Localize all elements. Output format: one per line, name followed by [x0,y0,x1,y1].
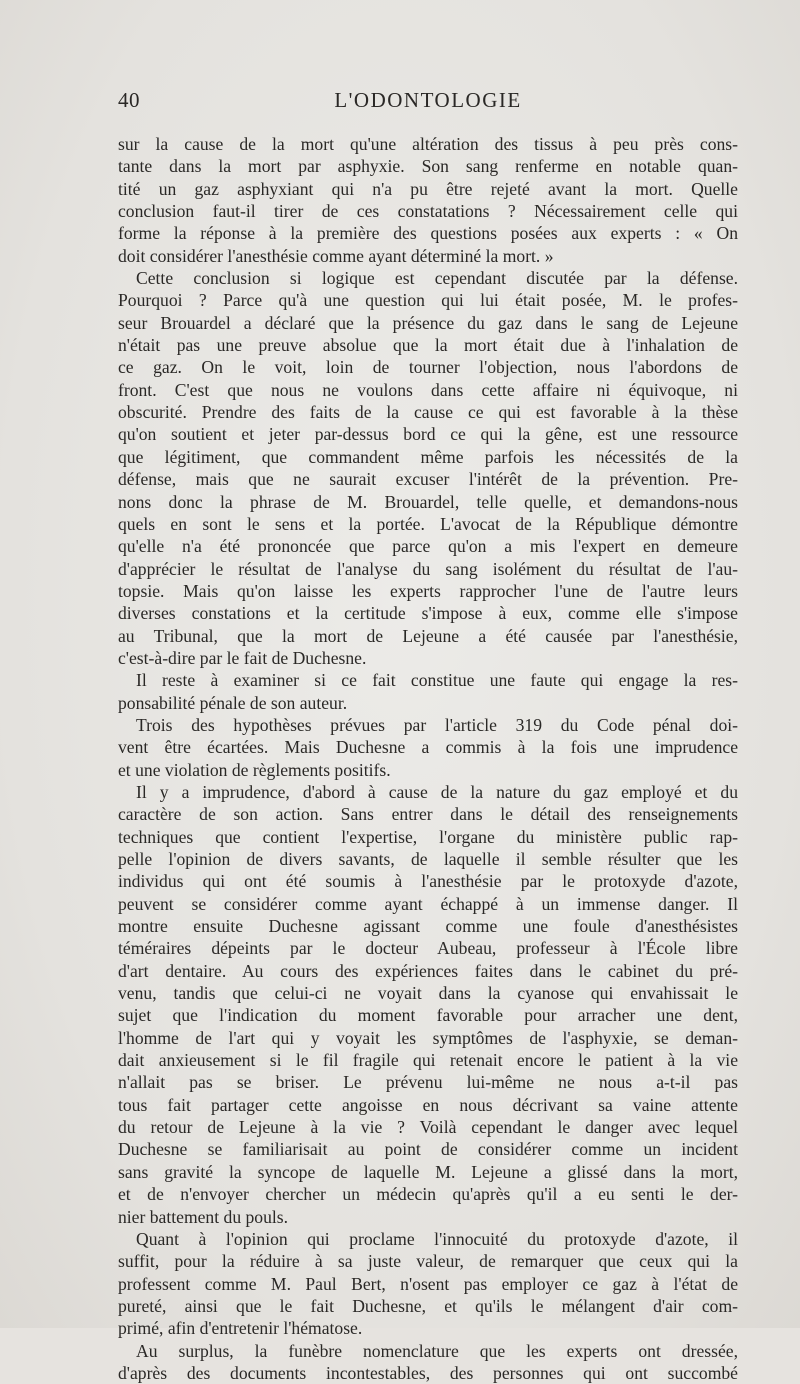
text-line: dait anxieusement si le fil fragile qui retenait encore le patient à la vie [118,1050,738,1071]
paragraph [118,714,738,781]
paragraph [118,1340,738,1384]
text-line: tante dans la mort par asphyxie. Son sang renferme en notable quan- [118,156,738,177]
text-line: forme la réponse à la première des questions posées aux experts : « On [118,223,738,244]
text-line: Trois des hypothèses prévues par l'article 319 du Code pénal doi- [136,714,738,735]
text-line: conclusion faut-il tirer de ces constatations ? Nécessairement celle qui [118,201,738,222]
text-line: Il reste à examiner si ce fait constitue une faute qui engage la res- [136,670,738,691]
text-line: Quant à l'opinion qui proclame l'innocuité du protoxyde d'azote, il [136,1228,738,1249]
text-line: Cette conclusion si logique est cependant discutée par la défense. [136,268,738,289]
page-number: 40 [118,88,140,112]
text-line: Duchesne se familiarisait au point de considérer comme un incident [118,1139,738,1160]
text-line: défense, mais que ne saurait excuser l'intérêt de la prévention. Pre- [118,469,738,490]
text-line: sans gravité la syncope de laquelle M. Lejeune a glissé dans la mort, [118,1161,738,1182]
text-line: d'art dentaire. Au cours des expériences faites dans le cabinet du pré- [118,960,738,981]
text-line: vent être écartées. Mais Duchesne a commis à la fois une imprudence [118,737,738,758]
text-line: venu, tandis que celui-ci ne voyait dans la cyanose qui envahissait le [118,983,738,1004]
text-line: que légitiment, que commandent même parfois les nécessités de la [118,446,738,467]
text-line: et une violation de règlements positifs. [118,759,391,780]
paragraph [118,267,738,669]
text-line: ponsabilité pénale de son auteur. [118,692,348,713]
text-line: l'homme de l'art qui y voyait les symptômes de l'asphyxie, se deman- [118,1027,738,1048]
text-line: nons donc la phrase de M. Brouardel, telle quelle, et demandons-nous [118,491,738,512]
text-line: montre ensuite Duchesne agissant comme une foule d'anesthésistes [118,916,738,937]
text-line: caractère de son action. Sans entrer dans le détail des renseignements [118,804,738,825]
paragraph [118,133,738,267]
text-line: Au surplus, la funèbre nomenclature que les experts ont dressée, [136,1340,738,1361]
text-line: suffit, pour la réduire à sa juste valeur, de remarquer que ceux qui la [118,1251,738,1272]
text-line: Il y a imprudence, d'abord à cause de la nature du gaz employé et du [136,781,738,802]
text-line: ce gaz. On le voit, loin de tourner l'objection, nous l'abordons de [118,357,738,378]
text-line: pelle l'opinion de divers savants, de laquelle il semble résulter que les [118,849,738,869]
body-text [118,133,738,1384]
text-line: professent comme M. Paul Bert, n'osent pas employer ce gaz à l'état de [118,1273,738,1294]
text-line: tité un gaz asphyxiant qui n'a pu être rejeté avant la mort. Quelle [118,178,738,199]
text-line: individus qui ont été soumis à l'anesthésie par le protoxyde d'azote, [118,871,738,892]
paragraph [118,669,738,714]
text-line: quels en sont le sens et la portée. L'avocat de la République démontre [118,513,738,534]
text-line: seur Brouardel a déclaré que la présence du gaz dans le sang de Lejeune [118,312,738,333]
text-line: front. C'est que nous ne voulons dans cette affaire ni équivoque, ni [118,379,738,400]
text-line: primé, afin d'entretenir l'hématose. [118,1318,363,1339]
text-line: n'était pas une preuve absolue que la mort était due à l'inhalation de [118,335,738,356]
paragraph [118,1228,738,1340]
text-line: et de n'envoyer chercher un médecin qu'après qu'il a eu senti le der- [118,1184,738,1205]
text-line: topsie. Mais qu'on laisse les experts rapprocher l'une de l'autre leurs [118,580,738,601]
text-line: Pourquoi ? Parce qu'à une question qui lui était posée, M. le profes- [118,290,738,311]
text-line: pureté, ainsi que le fait Duchesne, et qu'ils le mélangent d'air com- [118,1295,738,1316]
paragraph [118,781,738,1228]
text-line: sujet que l'indication du moment favorable pour arracher une dent, [118,1005,738,1026]
text-line: obscurité. Prendre des faits de la cause ce qui est favorable à la thèse [118,402,738,423]
text-line: qu'elle n'a été prononcée que parce qu'on a mis l'expert en demeure [118,536,738,557]
text-line: diverses constations et la certitude s'impose à eux, comme elle s'impose [118,603,738,624]
text-line: nier battement du pouls. [118,1206,289,1227]
page-header [118,88,738,118]
text-line: qu'on soutient et jeter par-dessus bord ce qui la gêne, est une ressource [118,424,738,445]
text-line: c'est-à-dire par le fait de Duchesne. [118,647,367,668]
text-line: n'allait pas se briser. Le prévenu lui-même ne nous a-t-il pas [118,1072,738,1093]
text-line: peuvent se considérer comme ayant échappé à un immense danger. Il [118,893,738,914]
text-line: doit considérer l'anesthésie comme ayant déterminé la mort. » [118,245,554,266]
text-line: sur la cause de la mort qu'une altération des tissus à peu près cons- [118,134,738,154]
text-line: au Tribunal, que la mort de Lejeune a été causée par l'anesthésie, [118,625,738,646]
text-line: du retour de Lejeune à la vie ? Voilà cependant le danger avec lequel [118,1117,738,1138]
running-title: L'ODONTOLOGIE [334,88,522,112]
text-line: d'après des documents incontestables, des personnes qui ont succombé [118,1362,738,1383]
text-line: téméraires dépeints par le docteur Aubeau, professeur à l'École libre [118,938,738,959]
text-line: tous fait partager cette angoisse en nous décrivant sa vaine attente [118,1094,738,1115]
text-line: d'apprécier le résultat de l'analyse du sang isolément du résultat de l'au- [118,558,738,579]
text-line: techniques que contient l'expertise, l'organe du ministère public rap- [118,826,738,847]
